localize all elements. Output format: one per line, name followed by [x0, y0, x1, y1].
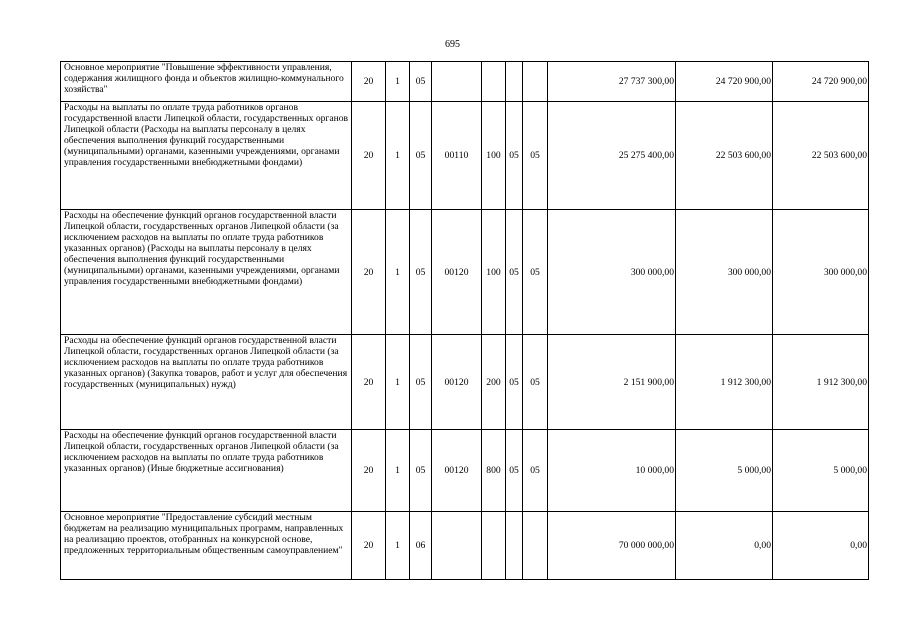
- expense-type-code: 800: [482, 430, 506, 512]
- amount-col3: 5 000,00: [773, 430, 869, 512]
- program-code: 20: [352, 102, 386, 210]
- direction-code: 00120: [432, 210, 482, 335]
- subprogram-code: 1: [386, 62, 410, 102]
- subprogram-code: 1: [386, 335, 410, 430]
- table-row: [61, 102, 869, 210]
- amount-col3: 300 000,00: [773, 210, 869, 335]
- section-code: [506, 62, 523, 102]
- amount-col2: 300 000,00: [676, 210, 773, 335]
- amount-col3: 22 503 600,00: [773, 102, 869, 210]
- direction-code: 00110: [432, 102, 482, 210]
- amount-col2: 22 503 600,00: [676, 102, 773, 210]
- activity-code: 05: [410, 335, 432, 430]
- table-row: [61, 62, 869, 102]
- expense-type-code: [482, 512, 506, 580]
- subprogram-code: 1: [386, 430, 410, 512]
- row-description: Основное мероприятие "Повышение эффективности управления, содержания жилищного фонда и объектов жилищно-коммунального хозяйства": [61, 62, 352, 102]
- subsection-code: [523, 512, 548, 580]
- amount-col3: 0,00: [773, 512, 869, 580]
- table-row: [61, 430, 869, 512]
- amount-col3: 1 912 300,00: [773, 335, 869, 430]
- activity-code: 06: [410, 512, 432, 580]
- amount-col1: 27 737 300,00: [548, 62, 676, 102]
- page-number: 695: [445, 39, 460, 50]
- amount-col1: 70 000 000,00: [548, 512, 676, 580]
- amount-col1: 300 000,00: [548, 210, 676, 335]
- amount-col2: 1 912 300,00: [676, 335, 773, 430]
- row-description: Расходы на обеспечение функций органов государственной власти Липецкой области, государственных органов Липецкой области (за исключением расходов на выплаты по оплате труда работников указанных органов) (Расходы на выплаты персоналу в целях обеспечения выполнения функций государственными (муниципальными) органами, казенными учреждениями, органами управления государственными внебюджетными фондами): [61, 210, 352, 335]
- program-code: 20: [352, 512, 386, 580]
- direction-code: [432, 62, 482, 102]
- activity-code: 05: [410, 210, 432, 335]
- amount-col2: 0,00: [676, 512, 773, 580]
- section-code: 05: [506, 430, 523, 512]
- subsection-code: 05: [523, 335, 548, 430]
- amount-col2: 24 720 900,00: [676, 62, 773, 102]
- subprogram-code: 1: [386, 210, 410, 335]
- program-code: 20: [352, 210, 386, 335]
- amount-col3: 24 720 900,00: [773, 62, 869, 102]
- section-code: [506, 512, 523, 580]
- direction-code: [432, 512, 482, 580]
- amount-col1: 2 151 900,00: [548, 335, 676, 430]
- direction-code: 00120: [432, 335, 482, 430]
- row-description: Основное мероприятие "Предоставление субсидий местным бюджетам на реализацию муниципальных программ, направленных на реализацию проектов, отобранных на конкурсной основе, предложенных территориальным общественным самоуправлением": [61, 512, 352, 580]
- amount-col2: 5 000,00: [676, 430, 773, 512]
- subsection-code: [523, 62, 548, 102]
- subsection-code: 05: [523, 210, 548, 335]
- subsection-code: 05: [523, 430, 548, 512]
- program-code: 20: [352, 430, 386, 512]
- program-code: 20: [352, 62, 386, 102]
- expense-type-code: 100: [482, 102, 506, 210]
- activity-code: 05: [410, 430, 432, 512]
- table-row: [61, 335, 869, 430]
- expense-type-code: [482, 62, 506, 102]
- program-code: 20: [352, 335, 386, 430]
- section-code: 05: [506, 102, 523, 210]
- table-row: [61, 512, 869, 580]
- subprogram-code: 1: [386, 102, 410, 210]
- activity-code: 05: [410, 102, 432, 210]
- section-code: 05: [506, 210, 523, 335]
- amount-col1: 10 000,00: [548, 430, 676, 512]
- row-description: Расходы на выплаты по оплате труда работников органов государственной власти Липецкой области, государственных органов Липецкой области (Расходы на выплаты персоналу в целях обеспечения выполнения функций государственными (муниципальными) органами, казенными учреждениями, органами управления государственными внебюджетными фондами): [61, 102, 352, 210]
- expense-type-code: 200: [482, 335, 506, 430]
- activity-code: 05: [410, 62, 432, 102]
- section-code: 05: [506, 335, 523, 430]
- subsection-code: 05: [523, 102, 548, 210]
- amount-col1: 25 275 400,00: [548, 102, 676, 210]
- row-description: Расходы на обеспечение функций органов государственной власти Липецкой области, государственных органов Липецкой области (за исключением расходов на выплаты по оплате труда работников указанных органов) (Иные бюджетные ассигнования): [61, 430, 352, 512]
- subprogram-code: 1: [386, 512, 410, 580]
- table-row: [61, 210, 869, 335]
- budget-table: [60, 61, 869, 580]
- expense-type-code: 100: [482, 210, 506, 335]
- direction-code: 00120: [432, 430, 482, 512]
- row-description: Расходы на обеспечение функций органов государственной власти Липецкой области, государственных органов Липецкой области (за исключением расходов на выплаты по оплате труда работников указанных органов) (Закупка товаров, работ и услуг для обеспечения государственных (муниципальных) нужд): [61, 335, 352, 430]
